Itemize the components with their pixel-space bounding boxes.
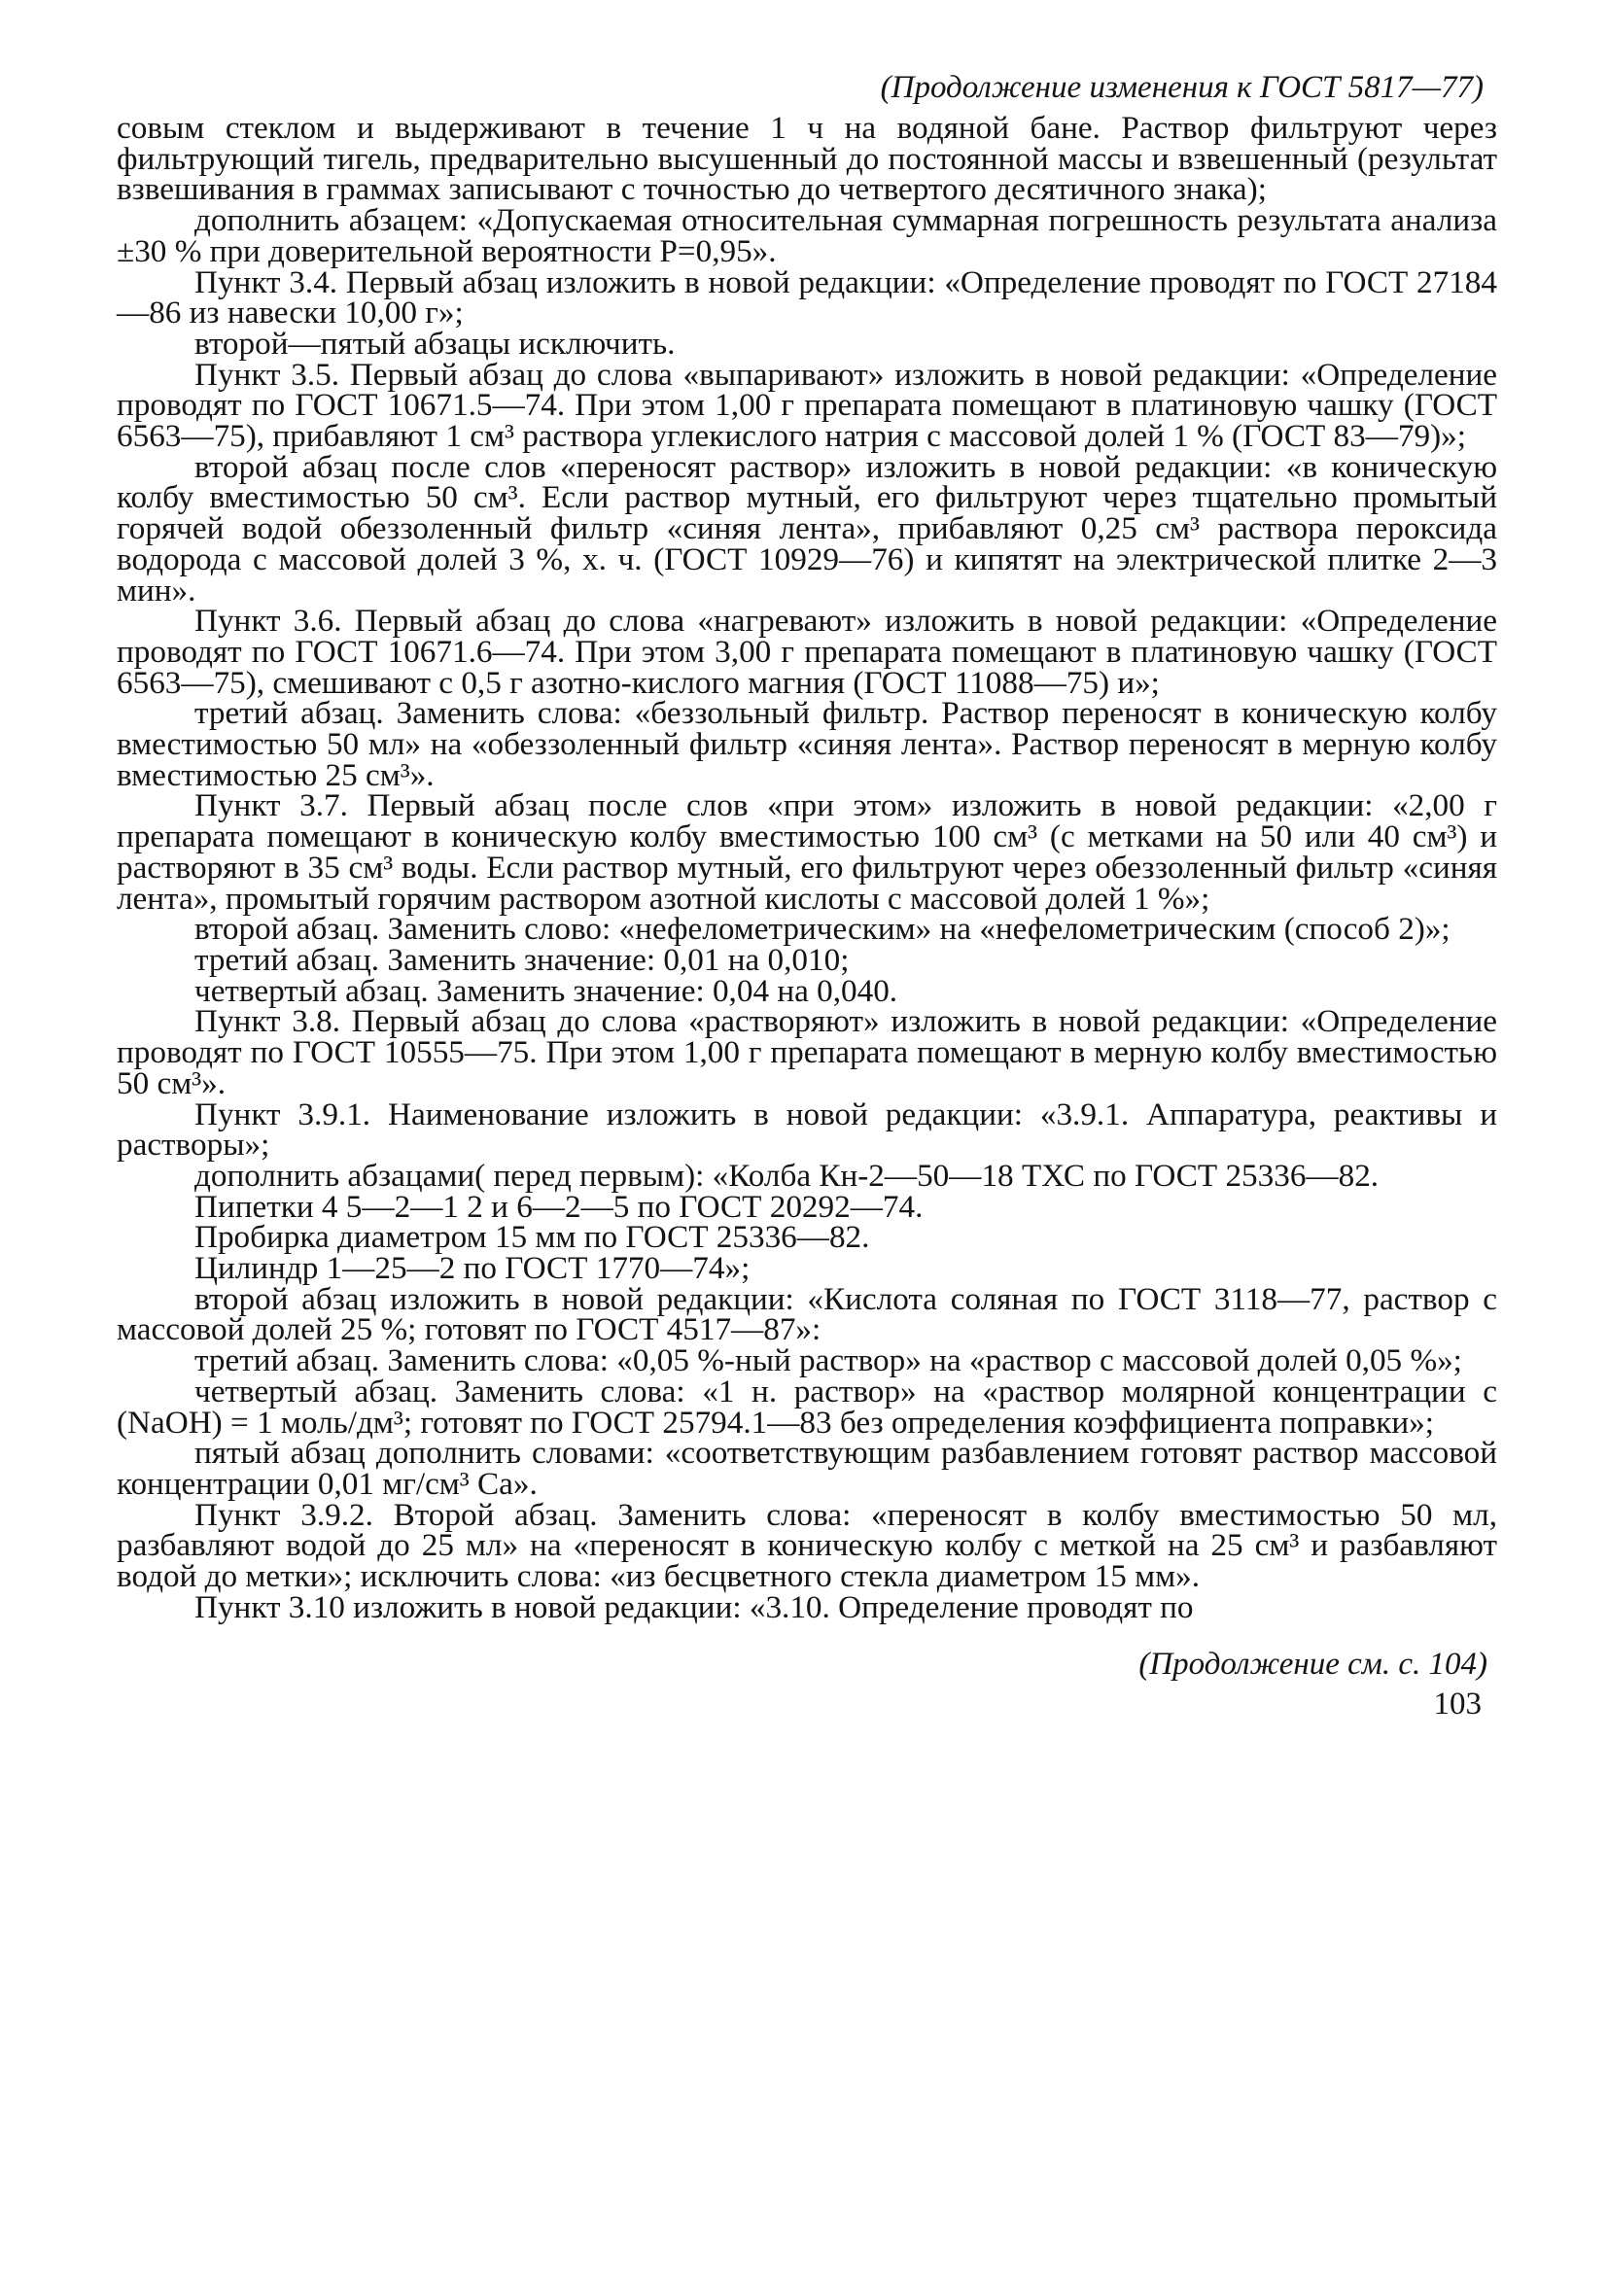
paragraph-add-error-clause: дополнить абзацем: «Допускаемая относительная суммарная погрешность результата анализа ±30 % при доверительной вероятности P=0,95». bbox=[117, 202, 1497, 269]
paragraph-item-3-5: Пункт 3.5. Первый абзац до слова «выпаривают» изложить в новой редакции: «Определение проводят по ГОСТ 10671.5—74. При этом 1,00 г препарата помещают в платиновую чашку (ГОСТ 6563—75), прибавляют 1 см³ раствора углекислого натрия с массовой долей 1 % (ГОСТ 83—79)»; bbox=[117, 356, 1497, 455]
paragraph-item-3-5-second: второй абзац после слов «переносят раствор» изложить в новой редакции: «в коническую колбу вместимостью 50 см³. Если раствор мутный, его фильтруют через тщательно промытый горячей водой обеззоленный фильтр «синяя лента», прибавляют 0,25 см³ раствора пероксида водорода с массовой долей 3 %, х. ч. (ГОСТ 10929—76) и кипятят на электрической плитке 2—3 мин». bbox=[117, 448, 1497, 609]
paragraph-cylinder: Цилиндр 1—25—2 по ГОСТ 1770—74»; bbox=[194, 1250, 751, 1287]
document-body bbox=[117, 110, 1497, 1625]
paragraph-item-3-9-1-add: дополнить абзацами( перед первым): «Колба Кн-2—50—18 ТХС по ГОСТ 25336—82. bbox=[194, 1157, 1380, 1194]
paragraph-item-3-9-1-fifth: пятый абзац дополнить словами: «соответствующим разбавлением готовят раствор массовой концентрации 0,01 мг/см³ Са». bbox=[117, 1435, 1497, 1502]
continuation-header: (Продолжение изменения к ГОСТ 5817—77) bbox=[880, 70, 1484, 105]
paragraph-item-3-9-1: Пункт 3.9.1. Наименование изложить в новой редакции: «3.9.1. Аппаратура, реактивы и растворы»; bbox=[117, 1096, 1497, 1164]
paragraph-continued-text: совым стеклом и выдерживают в течение 1 ч на водяной бане. Раствор фильтруют через фильтрующий тигель, предварительно высушенный до постоянной массы и взвешенный (результат взвешивания в граммах записывают с точностью до четвертого десятичного знака); bbox=[117, 110, 1497, 208]
paragraph-item-3-9-1-fourth: четвертый абзац. Заменить слова: «1 н. раствор» на «раствор молярной концентрации с (NaOH) = 1 моль/дм³; готовят по ГОСТ 25794.1—83 без определения коэффициента поправки»; bbox=[117, 1373, 1497, 1441]
paragraph-item-3-10: Пункт 3.10 изложить в новой редакции: «3.10. Определение проводят по bbox=[194, 1588, 1194, 1625]
paragraph-item-3-7: Пункт 3.7. Первый абзац после слов «при этом» изложить в новой редакции: «2,00 г препарата помещают в коническую колбу вместимостью 100 см³ (с метками на 50 или 40 см³) и растворяют в 35 см³ воды. Если раствор мутный, его фильтруют через обеззоленный фильтр «синяя лента», промытый горячим раствором азотной кислоты с массовой долей 1 %»; bbox=[117, 787, 1497, 917]
paragraph-item-3-9-2: Пункт 3.9.2. Второй абзац. Заменить слова: «переносят в колбу вместимостью 50 мл, разбавляют водой до 25 мл» на «переносят в коническую колбу с меткой на 25 см³ и разбавляют водой до метки»; исключить слова: «из бесцветного стекла диаметром 15 мм». bbox=[117, 1496, 1497, 1595]
paragraph-item-3-7-second: второй абзац. Заменить слово: «нефелометрическим» на «нефелометрическим (способ 2)»; bbox=[194, 911, 1451, 948]
continuation-footer: (Продолжение см. с. 104) bbox=[1138, 1647, 1487, 1683]
paragraph-item-3-8: Пункт 3.8. Первый абзац до слова «растворяют» изложить в новой редакции: «Определение проводят по ГОСТ 10555—75. При этом 1,00 г препарата помещают в мерную колбу вместимостью 50 см³». bbox=[117, 1003, 1497, 1101]
paragraph-item-3-9-1-third: третий абзац. Заменить слова: «0,05 %-ный раствор» на «раствор с массовой долей 0,05 %»; bbox=[194, 1342, 1462, 1379]
page-number: 103 bbox=[1433, 1687, 1482, 1722]
document-page bbox=[117, 68, 1497, 2245]
paragraph-item-3-6-third: третий абзац. Заменить слова: «беззольный фильтр. Раствор переносят в коническую колбу вместимостью 50 мл» на «обеззоленный фильтр «синяя лента». Раствор переносят в мерную колбу вместимостью 25 см³». bbox=[117, 695, 1497, 793]
paragraph-item-3-4-exclude: второй—пятый абзацы исключить. bbox=[194, 325, 676, 362]
paragraph-test-tube: Пробирка диаметром 15 мм по ГОСТ 25336—82. bbox=[194, 1219, 870, 1256]
paragraph-pipettes: Пипетки 4 5—2—1 2 и 6—2—5 по ГОСТ 20292—74. bbox=[194, 1188, 924, 1225]
paragraph-item-3-4: Пункт 3.4. Первый абзац изложить в новой редакции: «Определение проводят по ГОСТ 27184—86 из навески 10,00 г»; bbox=[117, 263, 1497, 331]
paragraph-item-3-7-fourth: четвертый абзац. Заменить значение: 0,04 на 0,040. bbox=[194, 972, 898, 1009]
paragraph-item-3-6: Пункт 3.6. Первый абзац до слова «нагревают» изложить в новой редакции: «Определение проводят по ГОСТ 10671.6—74. При этом 3,00 г препарата помещают в платиновую чашку (ГОСТ 6563—75), смешивают с 0,5 г азотно-кислого магния (ГОСТ 11088—75) и»; bbox=[117, 603, 1497, 701]
paragraph-item-3-9-1-second: второй абзац изложить в новой редакции: «Кислота соляная по ГОСТ 3118—77, раствор с массовой долей 25 %; готовят по ГОСТ 4517—87»: bbox=[117, 1280, 1497, 1348]
paragraph-item-3-7-third: третий абзац. Заменить значение: 0,01 на 0,010; bbox=[194, 941, 850, 978]
